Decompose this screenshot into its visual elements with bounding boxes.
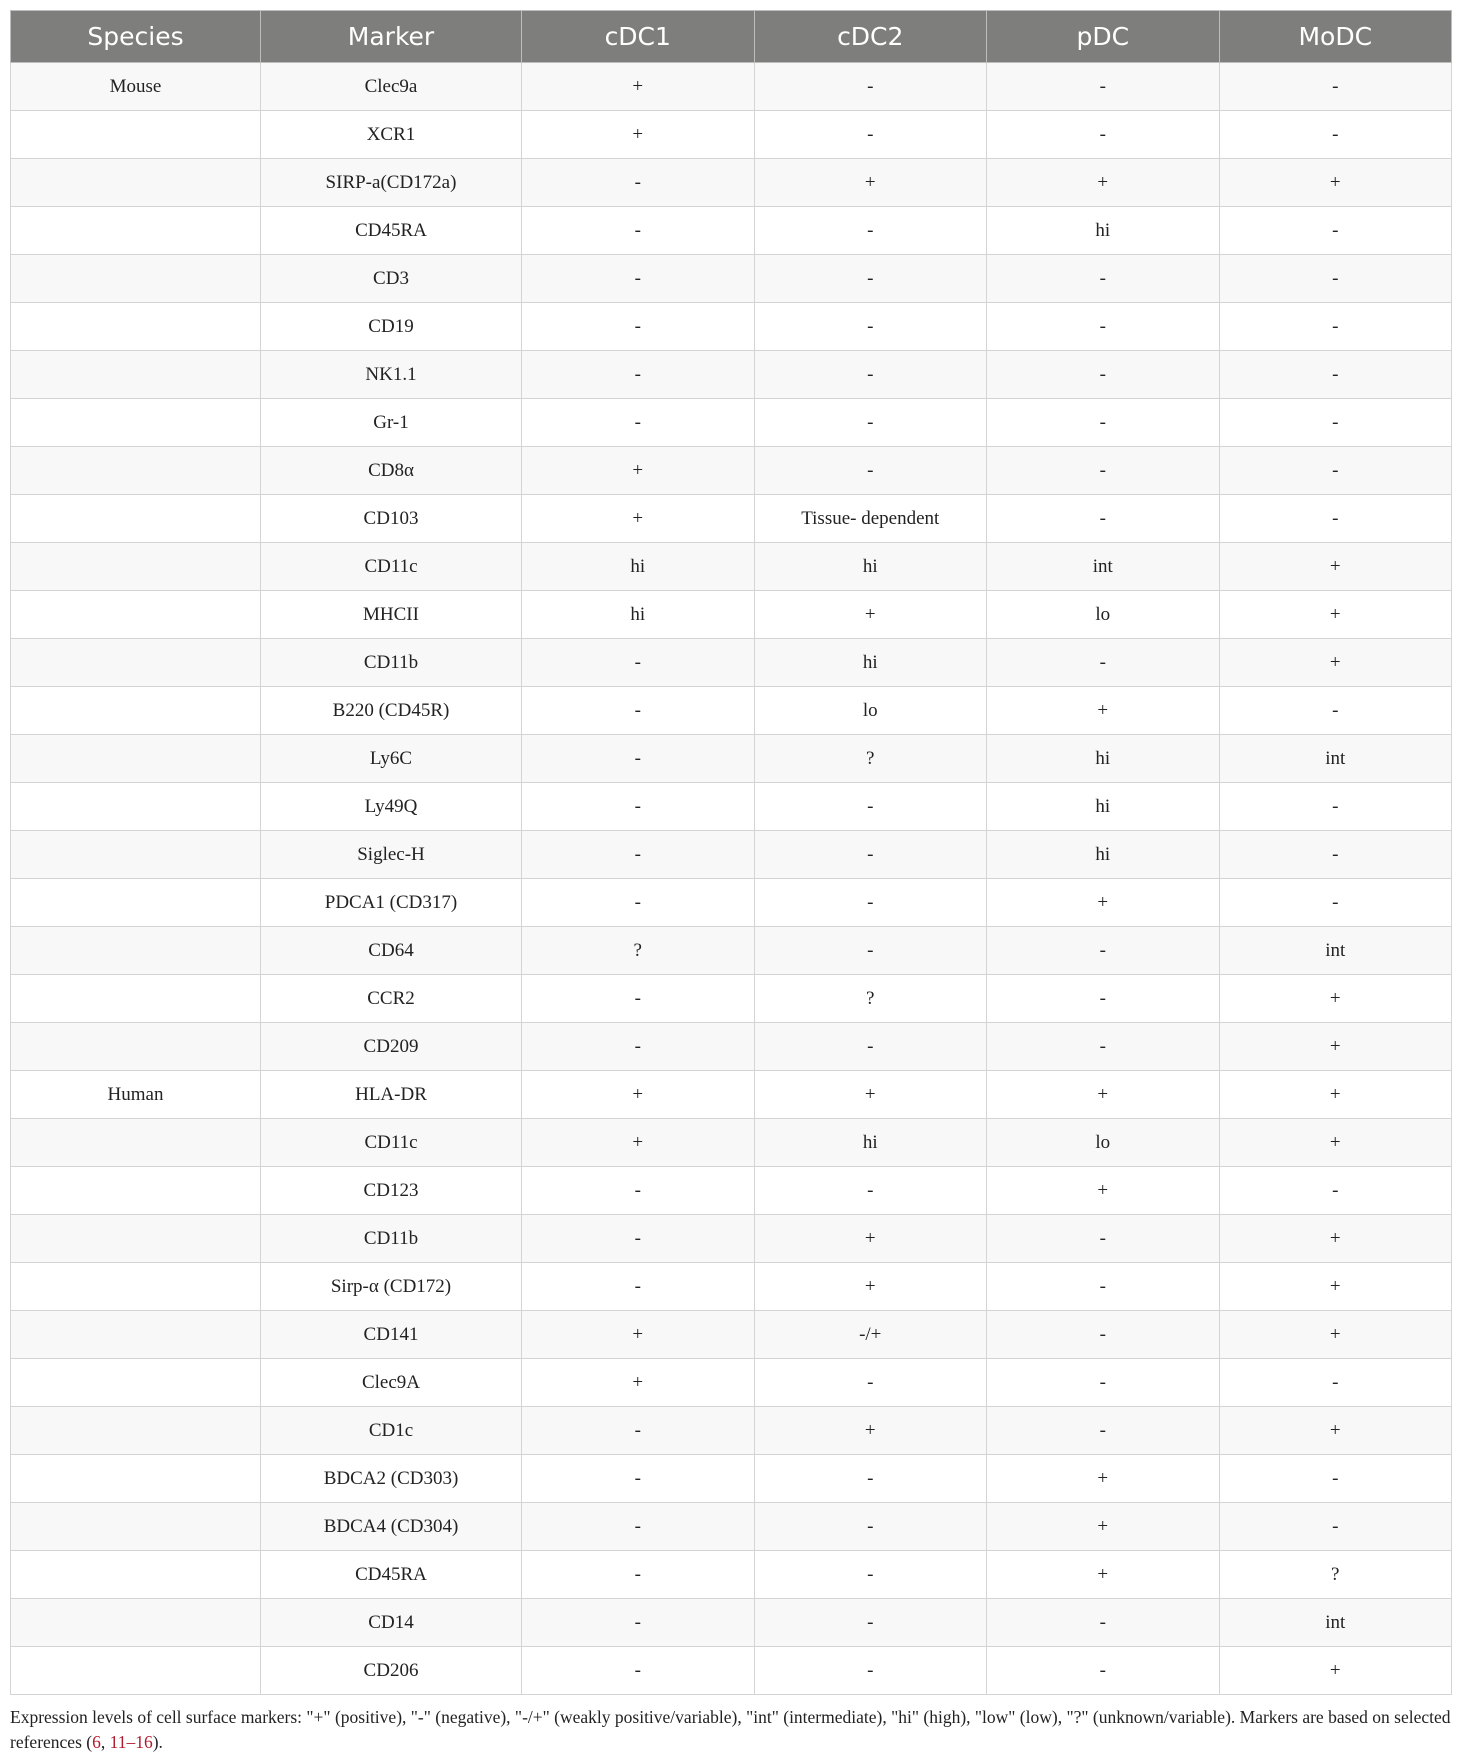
- cell-pdc: hi: [987, 735, 1220, 783]
- table-body: [11, 63, 1452, 1695]
- table-row: [11, 1599, 1452, 1647]
- cell-species: [11, 927, 261, 975]
- cell-species: [11, 975, 261, 1023]
- cell-species: [11, 1167, 261, 1215]
- cell-marker: CD141: [261, 1311, 522, 1359]
- cell-modc: -: [1219, 1455, 1452, 1503]
- cell-pdc: +: [987, 1167, 1220, 1215]
- cell-marker: Siglec-H: [261, 831, 522, 879]
- cell-cdc2: -: [754, 1599, 987, 1647]
- table-row: [11, 495, 1452, 543]
- table-row: [11, 927, 1452, 975]
- marker-table: [10, 10, 1452, 1695]
- table-row: [11, 399, 1452, 447]
- cell-pdc: -: [987, 1215, 1220, 1263]
- cell-cdc2: Tissue- dependent: [754, 495, 987, 543]
- cell-pdc: -: [987, 975, 1220, 1023]
- cell-pdc: -: [987, 927, 1220, 975]
- cell-modc: -: [1219, 255, 1452, 303]
- cell-pdc: +: [987, 1455, 1220, 1503]
- cell-cdc2: -: [754, 111, 987, 159]
- cell-cdc1: -: [522, 975, 755, 1023]
- cell-pdc: +: [987, 1503, 1220, 1551]
- cell-marker: Gr-1: [261, 399, 522, 447]
- cell-species: [11, 1023, 261, 1071]
- cell-cdc2: hi: [754, 543, 987, 591]
- cell-cdc2: +: [754, 1071, 987, 1119]
- cell-pdc: +: [987, 159, 1220, 207]
- cell-pdc: -: [987, 111, 1220, 159]
- reference-link-11-16[interactable]: 11–16: [109, 1732, 153, 1752]
- cell-marker: CD103: [261, 495, 522, 543]
- cell-pdc: hi: [987, 783, 1220, 831]
- cell-species: [11, 735, 261, 783]
- cell-modc: int: [1219, 927, 1452, 975]
- cell-modc: +: [1219, 1407, 1452, 1455]
- cell-cdc2: -: [754, 927, 987, 975]
- cell-cdc1: -: [522, 639, 755, 687]
- cell-pdc: hi: [987, 831, 1220, 879]
- table-row: [11, 63, 1452, 111]
- cell-cdc2: -: [754, 1023, 987, 1071]
- cell-pdc: -: [987, 639, 1220, 687]
- cell-pdc: +: [987, 1551, 1220, 1599]
- marker-table-container: [10, 10, 1451, 1695]
- cell-species: [11, 495, 261, 543]
- cell-cdc2: hi: [754, 639, 987, 687]
- cell-cdc1: hi: [522, 591, 755, 639]
- table-row: [11, 351, 1452, 399]
- cell-cdc1: -: [522, 1023, 755, 1071]
- cell-cdc1: -: [522, 1263, 755, 1311]
- cell-modc: -: [1219, 879, 1452, 927]
- cell-pdc: -: [987, 495, 1220, 543]
- cell-modc: +: [1219, 639, 1452, 687]
- cell-cdc2: hi: [754, 1119, 987, 1167]
- cell-marker: HLA-DR: [261, 1071, 522, 1119]
- cell-cdc1: -: [522, 1647, 755, 1695]
- cell-cdc1: +: [522, 1359, 755, 1407]
- cell-cdc1: -: [522, 831, 755, 879]
- cell-cdc1: +: [522, 447, 755, 495]
- cell-marker: CD123: [261, 1167, 522, 1215]
- cell-modc: -: [1219, 351, 1452, 399]
- header-cdc2: cDC2: [754, 11, 987, 63]
- cell-cdc1: hi: [522, 543, 755, 591]
- table-row: [11, 543, 1452, 591]
- cell-pdc: +: [987, 879, 1220, 927]
- cell-modc: +: [1219, 1023, 1452, 1071]
- cell-species: [11, 591, 261, 639]
- table-row: [11, 639, 1452, 687]
- cell-marker: XCR1: [261, 111, 522, 159]
- cell-cdc2: -: [754, 783, 987, 831]
- cell-pdc: int: [987, 543, 1220, 591]
- cell-marker: CD45RA: [261, 207, 522, 255]
- cell-cdc1: ?: [522, 927, 755, 975]
- cell-pdc: -: [987, 303, 1220, 351]
- cell-modc: -: [1219, 831, 1452, 879]
- cell-cdc2: +: [754, 1407, 987, 1455]
- cell-species: [11, 1503, 261, 1551]
- cell-cdc1: -: [522, 1503, 755, 1551]
- header-cdc1: cDC1: [522, 11, 755, 63]
- table-row: [11, 207, 1452, 255]
- cell-marker: NK1.1: [261, 351, 522, 399]
- cell-modc: int: [1219, 1599, 1452, 1647]
- cell-pdc: -: [987, 399, 1220, 447]
- cell-species: [11, 1215, 261, 1263]
- table-row: [11, 255, 1452, 303]
- cell-pdc: lo: [987, 591, 1220, 639]
- header-marker: Marker: [261, 11, 522, 63]
- reference-link-6[interactable]: 6: [92, 1732, 101, 1752]
- table-row: [11, 159, 1452, 207]
- cell-cdc2: +: [754, 1215, 987, 1263]
- cell-marker: CD14: [261, 1599, 522, 1647]
- cell-pdc: lo: [987, 1119, 1220, 1167]
- cell-modc: ?: [1219, 1551, 1452, 1599]
- cell-species: [11, 159, 261, 207]
- cell-species: [11, 831, 261, 879]
- cell-marker: PDCA1 (CD317): [261, 879, 522, 927]
- table-row: [11, 447, 1452, 495]
- cell-species: [11, 687, 261, 735]
- cell-species: [11, 1551, 261, 1599]
- table-row: [11, 831, 1452, 879]
- cell-cdc1: -: [522, 351, 755, 399]
- cell-cdc2: +: [754, 1263, 987, 1311]
- cell-modc: int: [1219, 735, 1452, 783]
- cell-modc: +: [1219, 1647, 1452, 1695]
- cell-cdc1: -: [522, 159, 755, 207]
- table-row: [11, 1551, 1452, 1599]
- cell-species: [11, 303, 261, 351]
- cell-cdc1: -: [522, 879, 755, 927]
- header-pdc: pDC: [987, 11, 1220, 63]
- cell-species: [11, 1407, 261, 1455]
- cell-pdc: -: [987, 447, 1220, 495]
- cell-cdc1: -: [522, 399, 755, 447]
- cell-cdc2: lo: [754, 687, 987, 735]
- cell-cdc2: -: [754, 1503, 987, 1551]
- cell-cdc2: ?: [754, 735, 987, 783]
- cell-cdc1: -: [522, 687, 755, 735]
- cell-modc: -: [1219, 111, 1452, 159]
- table-row: [11, 1647, 1452, 1695]
- header-modc: MoDC: [1219, 11, 1452, 63]
- cell-marker: CD11c: [261, 1119, 522, 1167]
- cell-pdc: -: [987, 1263, 1220, 1311]
- table-row: [11, 1215, 1452, 1263]
- cell-pdc: -: [987, 1359, 1220, 1407]
- cell-cdc2: -: [754, 1455, 987, 1503]
- cell-cdc2: -: [754, 1167, 987, 1215]
- cell-modc: -: [1219, 303, 1452, 351]
- cell-modc: +: [1219, 1215, 1452, 1263]
- table-row: [11, 1503, 1452, 1551]
- cell-pdc: -: [987, 1599, 1220, 1647]
- cell-marker: BDCA4 (CD304): [261, 1503, 522, 1551]
- cell-species: [11, 207, 261, 255]
- cell-marker: Ly49Q: [261, 783, 522, 831]
- table-row: [11, 111, 1452, 159]
- cell-pdc: -: [987, 1023, 1220, 1071]
- cell-marker: B220 (CD45R): [261, 687, 522, 735]
- cell-cdc1: -: [522, 1551, 755, 1599]
- cell-modc: -: [1219, 399, 1452, 447]
- cell-cdc1: -: [522, 735, 755, 783]
- cell-cdc2: ?: [754, 975, 987, 1023]
- cell-cdc1: +: [522, 1311, 755, 1359]
- caption-separator: ,: [100, 1732, 110, 1752]
- cell-modc: -: [1219, 1167, 1452, 1215]
- cell-modc: +: [1219, 543, 1452, 591]
- cell-marker: Sirp-α (CD172): [261, 1263, 522, 1311]
- cell-cdc1: -: [522, 1599, 755, 1647]
- cell-cdc1: -: [522, 1215, 755, 1263]
- cell-modc: -: [1219, 1359, 1452, 1407]
- cell-cdc2: -: [754, 255, 987, 303]
- cell-cdc1: +: [522, 1119, 755, 1167]
- table-header: [11, 11, 1452, 63]
- cell-modc: +: [1219, 1071, 1452, 1119]
- cell-cdc1: +: [522, 63, 755, 111]
- cell-pdc: +: [987, 1071, 1220, 1119]
- cell-marker: CD206: [261, 1647, 522, 1695]
- cell-pdc: -: [987, 255, 1220, 303]
- table-row: [11, 687, 1452, 735]
- cell-species: [11, 1119, 261, 1167]
- cell-cdc1: -: [522, 1167, 755, 1215]
- cell-marker: CD8α: [261, 447, 522, 495]
- cell-species: [11, 1263, 261, 1311]
- cell-modc: -: [1219, 1503, 1452, 1551]
- cell-cdc2: -: [754, 303, 987, 351]
- cell-cdc1: -: [522, 783, 755, 831]
- table-row: [11, 1167, 1452, 1215]
- cell-species: Mouse: [11, 63, 261, 111]
- cell-modc: -: [1219, 207, 1452, 255]
- cell-cdc2: -: [754, 879, 987, 927]
- cell-modc: -: [1219, 447, 1452, 495]
- cell-marker: CD19: [261, 303, 522, 351]
- cell-species: [11, 1311, 261, 1359]
- cell-modc: +: [1219, 975, 1452, 1023]
- table-row: [11, 1455, 1452, 1503]
- cell-species: [11, 783, 261, 831]
- cell-marker: CCR2: [261, 975, 522, 1023]
- cell-pdc: +: [987, 687, 1220, 735]
- cell-marker: Clec9A: [261, 1359, 522, 1407]
- table-row: [11, 303, 1452, 351]
- cell-pdc: -: [987, 351, 1220, 399]
- cell-cdc1: -: [522, 255, 755, 303]
- cell-marker: CD1c: [261, 1407, 522, 1455]
- cell-cdc1: -: [522, 207, 755, 255]
- cell-cdc2: +: [754, 591, 987, 639]
- cell-modc: +: [1219, 591, 1452, 639]
- cell-pdc: -: [987, 1407, 1220, 1455]
- table-row: [11, 975, 1452, 1023]
- cell-cdc1: -: [522, 1407, 755, 1455]
- table-row: [11, 735, 1452, 783]
- table-caption: [10, 1705, 1451, 1755]
- cell-pdc: -: [987, 1311, 1220, 1359]
- table-row: [11, 783, 1452, 831]
- cell-marker: CD11b: [261, 1215, 522, 1263]
- cell-species: [11, 543, 261, 591]
- table-row: [11, 1023, 1452, 1071]
- cell-cdc2: -: [754, 351, 987, 399]
- table-row: [11, 591, 1452, 639]
- cell-cdc1: +: [522, 1071, 755, 1119]
- cell-cdc2: +: [754, 159, 987, 207]
- cell-cdc2: -: [754, 1551, 987, 1599]
- cell-marker: CD11b: [261, 639, 522, 687]
- cell-marker: MHCII: [261, 591, 522, 639]
- cell-species: [11, 399, 261, 447]
- cell-marker: Ly6C: [261, 735, 522, 783]
- cell-species: [11, 1599, 261, 1647]
- cell-species: [11, 351, 261, 399]
- cell-species: [11, 1359, 261, 1407]
- header-row: [11, 11, 1452, 63]
- cell-cdc1: +: [522, 111, 755, 159]
- cell-cdc2: -: [754, 831, 987, 879]
- cell-cdc1: -: [522, 303, 755, 351]
- cell-species: Human: [11, 1071, 261, 1119]
- cell-cdc2: -: [754, 63, 987, 111]
- cell-species: [11, 1647, 261, 1695]
- table-row: [11, 879, 1452, 927]
- cell-species: [11, 255, 261, 303]
- cell-pdc: -: [987, 1647, 1220, 1695]
- caption-text: Expression levels of cell surface markers: "+" (positive), "-" (negative), "-/+" (weakly positive/variable), "int" (intermediate), "hi" (high), "low" (low), "?" (unknown/variable). Markers are based on selected references (: [10, 1707, 1451, 1752]
- cell-marker: CD45RA: [261, 1551, 522, 1599]
- cell-modc: +: [1219, 1119, 1452, 1167]
- cell-modc: -: [1219, 495, 1452, 543]
- caption-text-end: ).: [152, 1732, 163, 1752]
- table-row: [11, 1071, 1452, 1119]
- cell-species: [11, 879, 261, 927]
- cell-modc: -: [1219, 783, 1452, 831]
- table-row: [11, 1359, 1452, 1407]
- cell-pdc: hi: [987, 207, 1220, 255]
- cell-cdc2: -: [754, 399, 987, 447]
- cell-species: [11, 639, 261, 687]
- cell-cdc2: -: [754, 447, 987, 495]
- cell-marker: CD64: [261, 927, 522, 975]
- cell-cdc2: -: [754, 1647, 987, 1695]
- cell-species: [11, 1455, 261, 1503]
- header-species: Species: [11, 11, 261, 63]
- cell-marker: SIRP-a(CD172a): [261, 159, 522, 207]
- cell-species: [11, 447, 261, 495]
- cell-modc: +: [1219, 1311, 1452, 1359]
- cell-modc: +: [1219, 159, 1452, 207]
- cell-modc: -: [1219, 687, 1452, 735]
- cell-cdc2: -: [754, 207, 987, 255]
- table-row: [11, 1311, 1452, 1359]
- cell-cdc2: -: [754, 1359, 987, 1407]
- cell-modc: +: [1219, 1263, 1452, 1311]
- cell-pdc: -: [987, 63, 1220, 111]
- cell-marker: CD209: [261, 1023, 522, 1071]
- cell-marker: BDCA2 (CD303): [261, 1455, 522, 1503]
- cell-cdc2: -/+: [754, 1311, 987, 1359]
- cell-marker: CD3: [261, 255, 522, 303]
- cell-modc: -: [1219, 63, 1452, 111]
- cell-marker: Clec9a: [261, 63, 522, 111]
- table-row: [11, 1263, 1452, 1311]
- cell-cdc1: -: [522, 1455, 755, 1503]
- cell-cdc1: +: [522, 495, 755, 543]
- cell-species: [11, 111, 261, 159]
- table-row: [11, 1407, 1452, 1455]
- cell-marker: CD11c: [261, 543, 522, 591]
- table-row: [11, 1119, 1452, 1167]
